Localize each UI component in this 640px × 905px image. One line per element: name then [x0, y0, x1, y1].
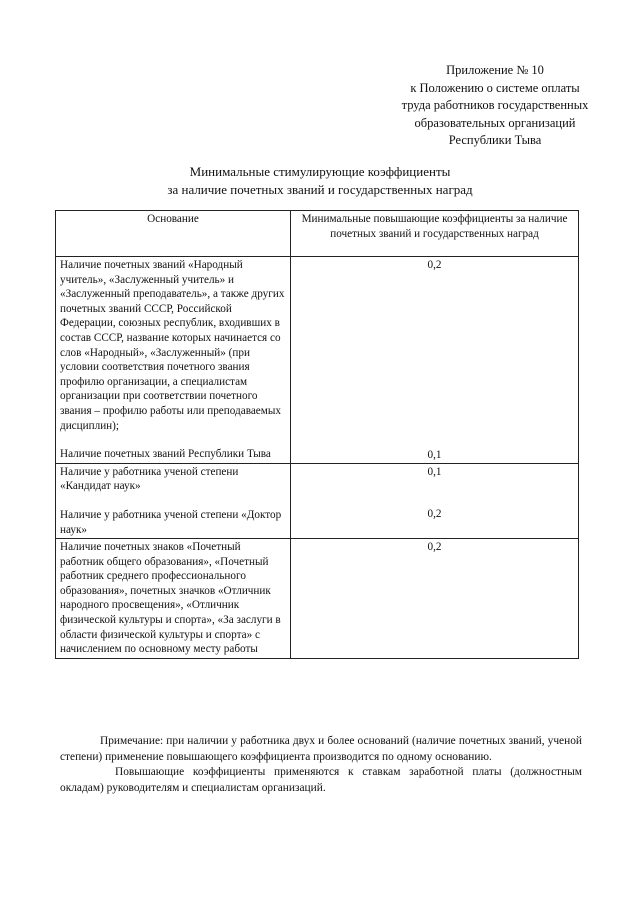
- appendix-line: Приложение № 10: [446, 63, 544, 77]
- note-paragraph: Повышающие коэффициенты применяются к ставкам заработной платы (должностным окладам) руководителям и специалистам организаций.: [60, 766, 582, 794]
- table-row: [56, 463, 579, 538]
- coefficient-value: 0,2: [427, 259, 442, 271]
- basis-text: Наличие у работника ученой степени «Кандидат наук»: [60, 465, 239, 493]
- basis-text: Наличие почетных знаков «Почетный работник общего образования», «Почетный работник среднего профессионального образования», почетных значков «Отличник народного просвещения», «Отличник физической культуры и спорта», «За заслуги в области физической культуры и спорта» с начислением по основному месту работы: [60, 541, 281, 656]
- basis-text: Наличие у работника ученой степени «Доктор наук»: [60, 508, 282, 536]
- basis-text: Наличие почетных званий Республики Тыва: [60, 448, 271, 461]
- title-line-2: за наличие почетных званий и государственных наград: [167, 182, 473, 197]
- coefficient-value: 0,2: [427, 508, 442, 521]
- title-line-1: Минимальные стимулирующие коэффициенты: [189, 164, 451, 179]
- note-paragraph: Примечание: при наличии у работника двух и более оснований (наличие почетных званий, ученой степени) применение повышающего коэффициента производится по одному основанию.: [60, 735, 582, 763]
- coefficient-cell: [291, 257, 579, 464]
- coefficient-value: 0,1: [427, 465, 442, 478]
- appendix-header: [370, 62, 620, 150]
- table-row: [56, 539, 579, 659]
- coefficient-value: 0,1: [427, 449, 442, 462]
- coefficients-table: [55, 210, 579, 659]
- document-title: [60, 163, 580, 199]
- appendix-line: образовательных организаций: [414, 115, 576, 130]
- note-block: [60, 734, 582, 796]
- appendix-line: труда работников государственных: [401, 98, 589, 112]
- coefficient-cell: [291, 463, 579, 538]
- basis-cell: [56, 257, 291, 464]
- coefficient-value: 0,2: [427, 541, 442, 554]
- table-header-row: [56, 211, 579, 257]
- coefficient-cell: [291, 539, 579, 659]
- appendix-line: Республики Тыва: [448, 133, 542, 147]
- table-row: [56, 257, 579, 464]
- basis-text: Наличие почетных званий «Народный учитель», «Заслуженный учитель» и «Заслуженный преподаватель», а также других почетных званий СССР, Российской Федерации, союзных республик, входивших в состав СССР, название которых начинается со слов «Народный», «Заслуженный» (при условии соответствия почетного звания профилю организации, а специалистам организации при соответствии почетного звания – профилю работы или преподаваемых дисциплин);: [60, 259, 285, 432]
- appendix-line: к Положению о системе оплаты: [410, 80, 580, 95]
- header-coefficient: Минимальные повышающие коэффициенты за наличие почетных званий и государственных наград: [291, 211, 579, 257]
- header-basis: Основание: [56, 211, 291, 257]
- basis-cell: [56, 463, 291, 538]
- basis-cell: [56, 539, 291, 659]
